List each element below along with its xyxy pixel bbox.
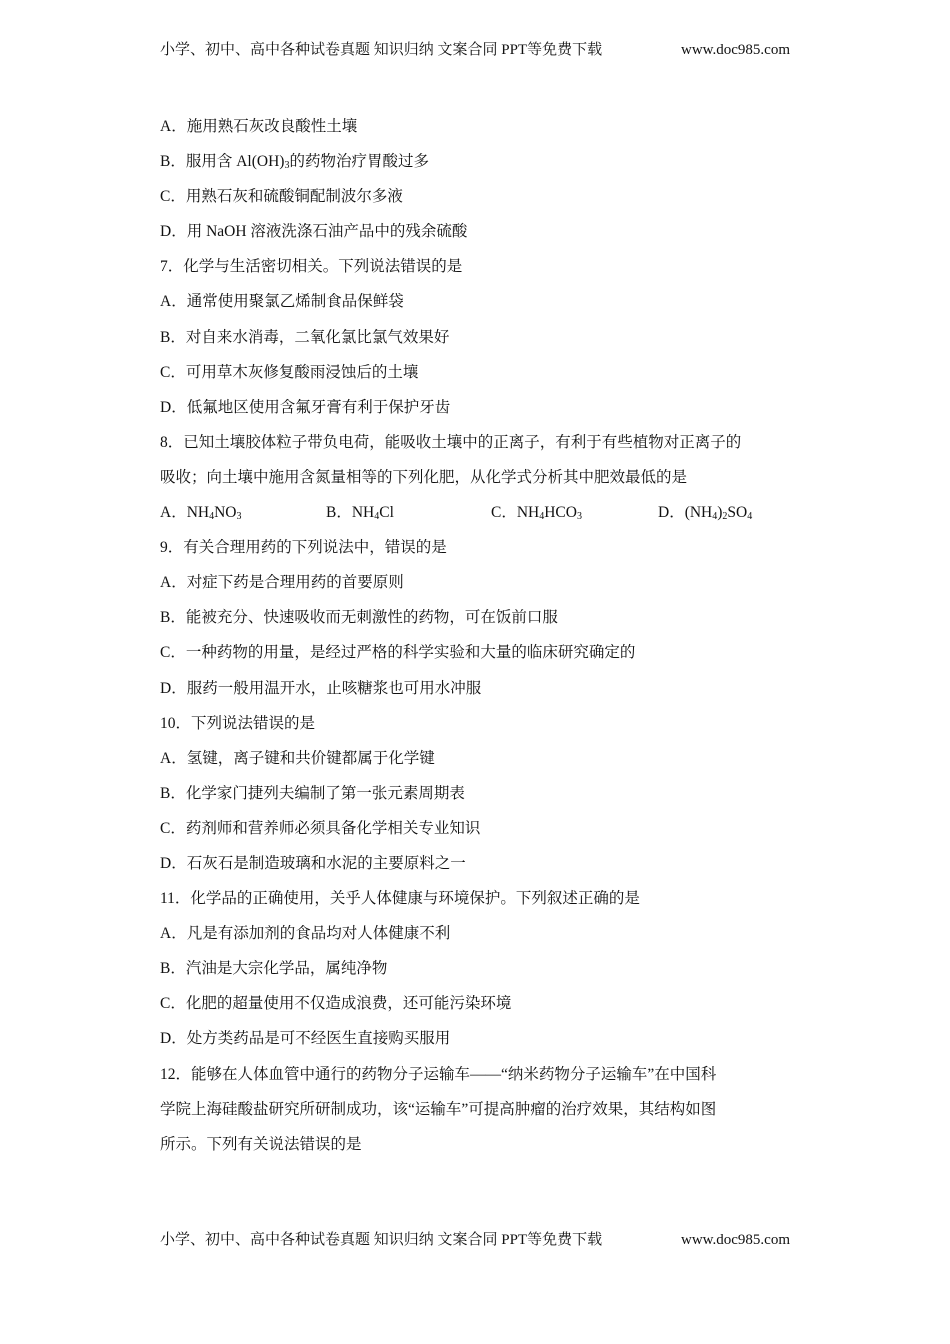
page-header (160, 40, 790, 60)
q9-option-c: C．一种药物的用量，是经过严格的科学实验和大量的临床研究确定的 (160, 644, 636, 662)
formula-part: HCO (544, 504, 577, 522)
document-body (160, 116, 790, 1169)
q12-stem-line3: 所示。下列有关说法错误的是 (160, 1135, 362, 1153)
q9-option-b: B．能被充分、快速吸收而无刺激性的药物，可在饭前口服 (160, 609, 558, 627)
q10-stem: 10．下列说法错误的是 (160, 714, 316, 732)
subscript: 4 (209, 511, 215, 523)
q11-option-a: A．凡是有添加剂的食品均对人体健康不利 (160, 925, 451, 943)
q7-option-c: C．可用草木灰修复酸雨浸蚀后的土壤 (160, 363, 419, 381)
subscript: 4 (374, 511, 380, 523)
formula-part: D．(NH (658, 504, 713, 522)
q12-stem-line1: 12．能够在人体血管中通行的药物分子运输车——“纳米药物分子运输车”在中国科 (160, 1065, 717, 1083)
subscript: 4 (747, 511, 753, 523)
header-site: www.doc985.com (680, 42, 790, 58)
q10-option-b: B．化学家门捷列夫编制了第一张元素周期表 (160, 784, 465, 802)
formula-part: A．NH (160, 504, 210, 522)
q10-option-a: A．氢键，离子键和共价键都属于化学键 (160, 749, 435, 767)
footer-text: 小学、初中、高中各种试卷真题 知识归纳 文案合同 PPT等免费下载 (160, 1232, 603, 1248)
formula-part: C．NH (491, 504, 540, 522)
footer-site: www.doc985.com (680, 1232, 790, 1248)
q11-stem: 11．化学品的正确使用，关乎人体健康与环境保护。下列叙述正确的是 (160, 890, 640, 908)
q8-option-b (326, 502, 491, 537)
q6-option-b (160, 151, 790, 186)
q6-option-c: C．用熟石灰和硫酸铜配制波尔多液 (160, 188, 403, 206)
q9-option-d: D．服药一般用温开水，止咳糖浆也可用水冲服 (160, 679, 482, 697)
formula-part: B．NH (326, 504, 375, 522)
q7-option-d: D．低氟地区使用含氟牙膏有利于保护牙齿 (160, 398, 451, 416)
q7-option-b: B．对自来水消毒，二氧化氯比氯气效果好 (160, 328, 450, 346)
formula-part: Cl (379, 504, 394, 522)
formula-part: ) (717, 504, 723, 522)
q6-option-a: A．施用熟石灰改良酸性土壤 (160, 118, 358, 135)
q9-stem: 9．有关合理用药的下列说法中，错误的是 (160, 539, 447, 557)
q11-option-c: C．化肥的超量使用不仅造成浪费，还可能污染环境 (160, 995, 512, 1013)
q6-option-d: D．用 NaOH 溶液洗涤石油产品中的残余硫酸 (160, 223, 468, 241)
q10-option-c: C．药剂师和营养师必须具备化学相关专业知识 (160, 819, 481, 837)
subscript: 3 (576, 511, 582, 523)
q7-option-a: A．通常使用聚氯乙烯制食品保鲜袋 (160, 293, 404, 311)
page-footer (160, 1230, 790, 1250)
q12-stem-line2: 学院上海硅酸盐研究所研制成功，该“运输车”可提高肿瘤的治疗效果，其结构如图 (160, 1100, 717, 1118)
subscript: 3 (284, 160, 290, 172)
q11-option-d: D．处方类药品是可不经医生直接购买服用 (160, 1030, 451, 1048)
subscript: 4 (539, 511, 545, 523)
q6-option-b-text: B．服用含 Al(OH) (160, 153, 285, 171)
q8-stem-line2: 吸收；向土壤中施用含氮量相等的下列化肥，从化学式分析其中肥效最低的是 (160, 468, 688, 486)
q9-option-a: A．对症下药是合理用药的首要原则 (160, 574, 404, 592)
q8-options (160, 502, 790, 537)
q8-option-c (491, 502, 658, 537)
subscript: 3 (236, 511, 242, 523)
subscript: 4 (712, 511, 718, 523)
q8-option-d (658, 502, 752, 537)
subscript: 2 (722, 511, 728, 523)
q8-stem-line1: 8．已知土壤胶体粒子带负电荷，能吸收土壤中的正离子，有利于有些植物对正离子的 (160, 433, 742, 451)
q6-option-b-text-2: 的药物治疗胃酸过多 (289, 153, 429, 171)
q8-option-a (160, 502, 326, 537)
q10-option-d: D．石灰石是制造玻璃和水泥的主要原料之一 (160, 854, 466, 872)
formula-part: NO (214, 504, 237, 522)
q11-option-b: B．汽油是大宗化学品，属纯净物 (160, 960, 388, 978)
q7-stem: 7．化学与生活密切相关。下列说法错误的是 (160, 258, 463, 276)
header-text: 小学、初中、高中各种试卷真题 知识归纳 文案合同 PPT等免费下载 (160, 42, 603, 58)
formula-part: SO (727, 504, 748, 522)
